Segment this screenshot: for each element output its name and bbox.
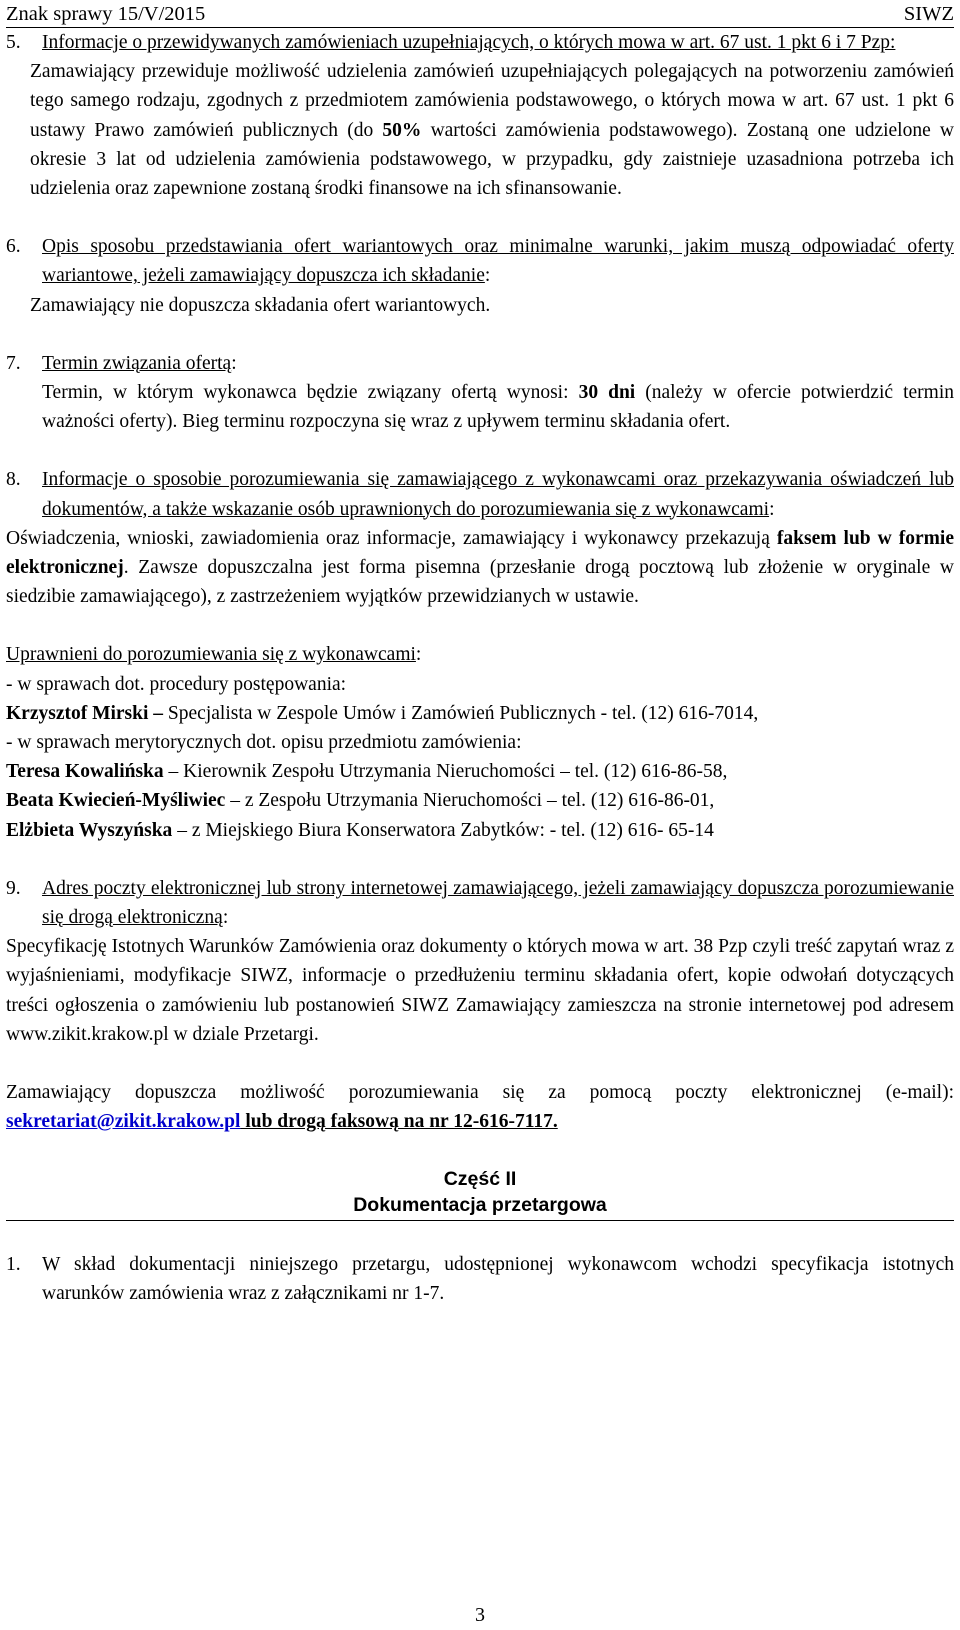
merit-line: - w sprawach merytorycznych dot. opisu przedmiotu zamówienia: — [6, 732, 522, 754]
section-number: 8. — [6, 469, 21, 491]
contact-person-1: Krzysztof Mirski – Specjalista w Zespole Umów i Zamówień Publicznych - tel. (12) 616-7014, — [6, 702, 759, 724]
section-7: 7. Termin związania ofertą: Termin, w którym wykonawca będzie związany ofertą wynosi: 30 dni (należy w ofercie potwierdzić termin ważności oferty). Bieg terminu rozpoczyna się wraz z upływem terminu składania ofert. — [6, 349, 954, 437]
section-9-heading: 9. Adres poczty elektronicznej lub strony internetowej zamawiającego, jeżeli zamawiający dopuszcza porozumiewanie się drogą elektroniczną: — [6, 874, 954, 932]
section-title: Opis sposobu przedstawiania ofert wariantowych oraz minimalne warunki, jakim muszą odpowiadać oferty wariantowe, jeżeli zamawiający dopuszcza ich składanie — [42, 236, 954, 287]
part-title: Dokumentacja przetargowa — [353, 1193, 607, 1216]
section-number: 7. — [6, 352, 21, 374]
section-title: Adres poczty elektronicznej lub strony internetowej zamawiającego, jeżeli zamawiający dopuszcza porozumiewanie się drogą elektroniczną — [42, 877, 954, 929]
section-title: Informacje o przewidywanych zamówieniach uzupełniających, o których mowa w art. 67 ust. 1 pkt 6 i 7 Pzp: — [42, 32, 896, 53]
contact-person-2: Teresa Kowalińska – Kierownik Zespołu Utrzymania Nieruchomości – tel. (12) 616-86-58, — [6, 761, 728, 783]
section-number: 5. — [6, 32, 21, 53]
section-number: 9. — [6, 877, 21, 899]
part-2-item-1 — [6, 1250, 954, 1308]
section-5-text: Zamawiający przewiduje możliwość udzielenia zamówień uzupełniających polegających na potworzeniu zamówień tego samego rodzaju, zgodnych z przedmiotem zamówienia podstawowego, o których mowa w art. 67 ust. 1 pkt 6 ustawy Prawo zamówień publicznych (do 50% wartości zamówienia podstawowego). Zostaną one udzielone w okresie 3 lat od udzielenia zamówienia podstawowego, w przypadku, gdy zaistnieje uzasadniona potrzeba ich udzielenia oraz zapewnione zostaną środki finansowe na ich sfinansowanie. — [30, 61, 955, 200]
item-text: W skład dokumentacji niniejszego przetargu, udostępnionej wykonawcom wchodzi specyfikacja istotnych warunków zamówienia wraz z załącznikami nr 1-7. — [42, 1253, 954, 1304]
document-page — [6, 0, 954, 1308]
case-number: Znak sprawy 15/V/2015 — [6, 3, 206, 25]
part-heading — [6, 1166, 954, 1218]
contact-person-3: Beata Kwiecień-Myśliwiec – z Zespołu Utrzymania Nieruchomości – tel. (12) 616-86-01, — [6, 790, 715, 812]
section-6-text: Zamawiający nie dopuszcza składania ofert wariantowych. — [30, 294, 491, 316]
section-8: 8. Informacje o sposobie porozumiewania się zamawiającego z wykonawcami oraz przekazywania oświadczeń lub dokumentów, a także wskazanie osób uprawnionych do porozumiewania się z wykonawcami: — [6, 465, 954, 523]
part-number: Część II — [443, 1167, 517, 1190]
contact-person-4: Elżbieta Wyszyńska – z Miejskiego Biura Konserwatora Zabytków: - tel. (12) 616- 65-14 — [6, 819, 714, 841]
section-title: Informacje o sposobie porozumiewania się zamawiającego z wykonawcami oraz przekazywania oświadczeń lub dokumentów, a także wskazanie osób uprawnionych do porozumiewania się z wykonawcami — [42, 469, 954, 520]
document-type: SIWZ — [903, 3, 954, 25]
authorized-persons-title: Uprawnieni do porozumiewania się z wykonawcami: — [6, 644, 422, 666]
fax-number: lub drogą faksową na nr 12-616-7117. — [240, 1111, 558, 1133]
email-link[interactable]: sekretariat@zikit.krakow.pl — [6, 1111, 241, 1133]
section-5-heading — [6, 28, 954, 57]
page-header — [6, 0, 954, 28]
section-number: 6. — [6, 236, 21, 258]
section-6: 6. Opis sposobu przedstawiania ofert wariantowych oraz minimalne warunki, jakim muszą odpowiadać oferty wariantowe, jeżeli zamawiający dopuszcza ich składanie: — [6, 232, 954, 290]
section-9-text: Specyfikację Istotnych Warunków Zamówienia oraz dokumenty o których mowa w art. 38 Pzp czyli treść zapytań wraz z wyjaśnieniami, modyfikacje SIWZ, informacje o przedłużeniu terminu składania ofert, kopie odwołań dotyczących treści ogłoszenia o zamówieniu lub postanowień SIWZ Zamawiający zamieszcza na stronie internetowej pod adresem www.zikit.krakow.pl w dziale Przetargi. — [6, 936, 954, 1045]
item-number: 1. — [6, 1253, 21, 1275]
section-title: Termin związania ofertą — [42, 352, 232, 374]
section-8-text: Oświadczenia, wnioski, zawiadomienia oraz informacje, zamawiający i wykonawcy przekazują faksem lub w formie elektronicznej. Zawsze dopuszczalna jest forma pisemna (przesłanie drogą pocztową lub złożenie w oryginale w siedzibie zamawiającego), z zastrzeżeniem wyjątków przewidzianych w ustawie. — [6, 527, 954, 608]
email-info: Zamawiający dopuszcza możliwość porozumiewania się za pomocą poczty elektronicznej (e-mail): sekretariat@zikit.krakow.pl lub drogą faksową na nr 12-616-7117. — [6, 1082, 954, 1133]
page-number: 3 — [475, 1604, 485, 1626]
section-7-text: Termin, w którym wykonawca będzie związany ofertą wynosi: 30 dni (należy w ofercie potwierdzić termin ważności oferty). Bieg terminu rozpoczyna się wraz z upływem terminu składania ofert. — [42, 382, 954, 433]
procedure-line: - w sprawach dot. procedury postępowania: — [6, 673, 347, 695]
